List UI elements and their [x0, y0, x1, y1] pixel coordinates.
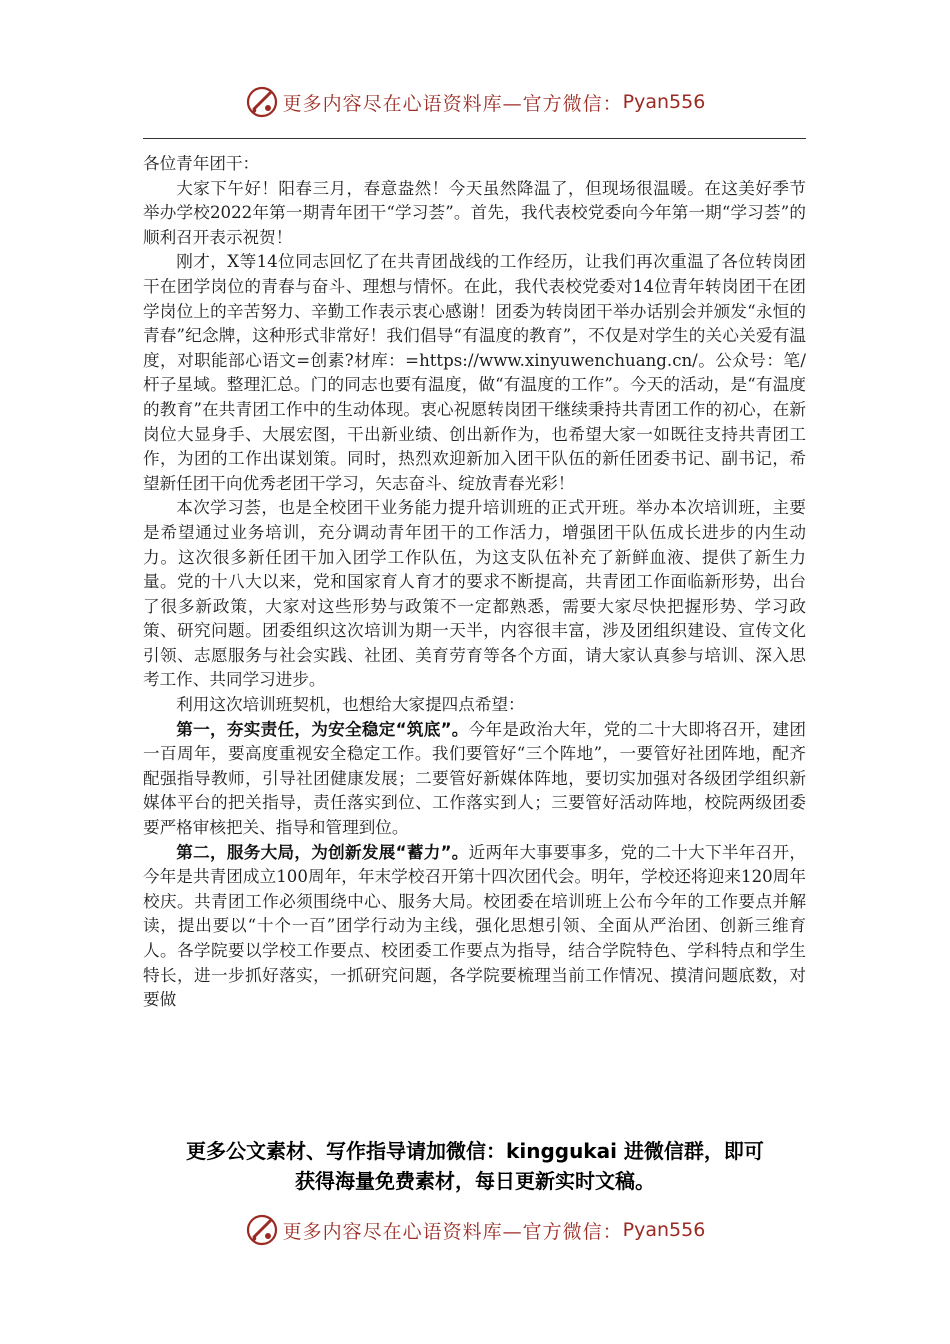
paragraph: 利用这次培训班契机，也想给大家提四点希望： — [176, 695, 525, 715]
point-one-text: 今年是政治大年，党的二十大即将召开，建团一百周年，要高度重视安全稳定工作。我们要管好“三个阵地”，一要管好社团阵地，配齐配强指导教师，引导社团健康发展；二要管好新媒体阵地，要切实加强对各级团学组织新媒体平台的把关指导，责任落实到位、工作落实到人；三要管好活动阵地，校院两级团委要严格审核把关、指导和管理到位。 — [143, 719, 807, 838]
point-two-heading: 第二，服务大局，为创新发展“蓄力”。 — [176, 842, 469, 862]
brush-logo-icon — [245, 1213, 279, 1247]
paragraph: 大家下午好！阳春三月，春意盎然！今天虽然降温了，但现场很温暖。在这美好季节举办学校2022年第一期青年团干“学习荟”。首先，我代表校党委向今年第一期“学习荟”的顺利召开表示祝贺！ — [143, 178, 806, 247]
header-divider — [143, 138, 806, 139]
point-one-heading: 第一，夯实责任，为安全稳定“筑底”。 — [176, 719, 469, 739]
header-banner — [0, 82, 950, 122]
paragraph: 刚才，X等14位同志回忆了在共青团战线的工作经历，让我们再次重温了各位转岗团干在团学岗位的青春与奋斗、理想与情怀。在此，我代表校党委对14位青年转岗团干在团学岗位上的辛苦努力、辛勤工作表示衷心感谢！团委为转岗团干举办话别会并颁发“永恒的青春”纪念牌，这种形式非常好！我们倡导“有温度的教育”，不仅是对学生的关心关爱有温度，对职能部心语文=创素?材库：=https://www.xinyuwenchuang.cn/。公众号：笔/杆子星域。整理汇总。门的同志也要有温度，做“有温度的工作”。今天的活动，是“有温度的教育”在共青团工作中的生动体现。衷心祝愿转岗团干继续秉持共青团工作的初心，在新岗位大显身手、大展宏图，干出新业绩、创出新作为，也希望大家一如既往支持共青团工作，为团的工作出谋划策。同时，热烈欢迎新加入团干队伍的新任团委书记、副书记，希望新任团干向优秀老团干学习，矢志奋斗、绽放青春光彩！ — [143, 252, 806, 493]
point-two-text: 近两年大事要事多，党的二十大下半年召开，今年是共青团成立100周年，年末学校召开第十四次团代会。明年，学校还将迎来120周年校庆。共青团工作必须围绕中心、服务大局。校团委在培训班上公布今年的工作要点并解读，提出要以“十个一百”团学行动为主线，强化思想引领、全面从严治团、创新三维育人。各学院要以学校工作要点、校团委工作要点为指导，结合学院特色、学科特点和学生特长，进一步抓好落实，一抓研究问题，各学院要梳理当前工作情况、摸清问题底数，对要做 — [143, 842, 807, 1010]
footer-banner — [0, 1210, 950, 1250]
promo-line-2: 获得海量免费素材，每日更新实时文稿。 — [295, 1169, 655, 1193]
banner-text: 更多内容尽在心语资料库—官方微信： — [282, 1220, 623, 1243]
promo-notice — [120, 1136, 830, 1196]
wechat-id: Pyan556 — [622, 91, 706, 113]
salutation: 各位青年团干： — [143, 154, 260, 173]
wechat-id: Pyan556 — [622, 1219, 706, 1241]
point-two — [143, 841, 806, 1013]
promo-line-1: 更多公文素材、写作指导请加微信：kinggukai 进微信群，即可 — [186, 1139, 764, 1163]
document-body — [143, 152, 806, 1013]
brush-logo-icon — [245, 85, 279, 119]
paragraph: 本次学习荟，也是全校团干业务能力提升培训班的正式开班。举办本次培训班，主要是希望通过业务培训，充分调动青年团干的工作活力，增强团干队伍成长进步的内生动力。这次很多新任团干加入团学工作队伍，为这支队伍补充了新鲜血液、提供了新生力量。党的十八大以来，党和国家育人育才的要求不断提高，共青团工作面临新形势，出台了很多新政策，大家对这些形势与政策不一定都熟悉，需要大家尽快把握形势、学习政策、研究问题。团委组织这次培训为期一天半，内容很丰富，涉及团组织建设、宣传文化引领、志愿服务与社会实践、社团、美育劳育等各个方面，请大家认真参与培训、深入思考工作、共同学习进步。 — [143, 498, 806, 690]
point-one — [143, 718, 806, 841]
banner-text: 更多内容尽在心语资料库—官方微信： — [282, 92, 623, 115]
